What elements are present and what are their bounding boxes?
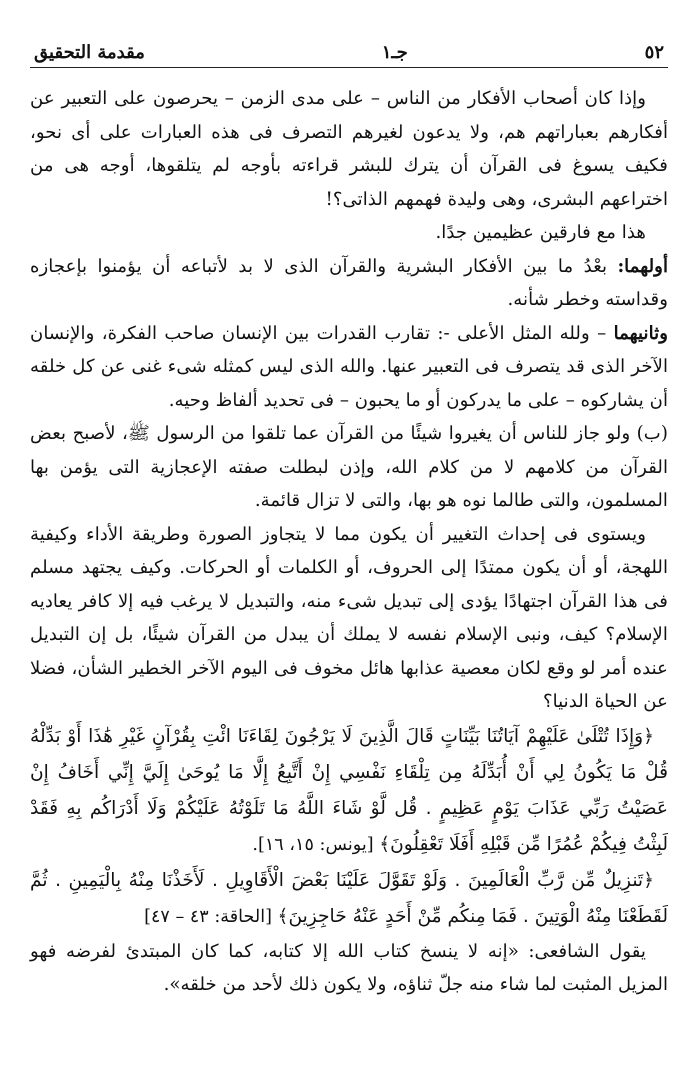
page-body [30,82,668,1002]
quran-verse: ﴿وَإِذَا تُتْلَىٰ عَلَيْهِمْ آيَاتُنَا بَيِّنَاتٍ قَالَ الَّذِينَ لَا يَرْجُونَ لِقَاءَنَا ائْتِ بِقُرْآنٍ غَيْرِ هَٰذَا أَوْ بَدِّلْهُ قُلْ مَا يَكُونُ لِي أَنْ أُبَدِّلَهُ مِن تِلْقَاءِ نَفْسِي إِنْ أَتَّبِعُ إِلَّا مَا يُوحَىٰ إِلَيَّ إِنِّي أَخَافُ إِنْ عَصَيْتُ رَبِّي عَذَابَ يَوْمٍ عَظِيمٍ . قُل لَّوْ شَاءَ اللَّهُ مَا تَلَوْتُهُ عَلَيْكُمْ وَلَا أَدْرَاكُم بِهِ فَقَدْ لَبِثْتُ فِيكُمْ عُمُرًا مِّن قَبْلِهِ أَفَلَا تَعْقِلُونَ﴾ [30,725,668,855]
section-title: مقدمة التحقيق [34,42,145,63]
quran-quote [30,719,668,863]
paragraph: هذا مع فارقين عظيمين جدًا. [435,222,646,243]
quran-reference: [الحاقة: ٤٣ – ٤٧] [144,906,278,927]
paragraph-label: أولهما: [617,255,668,277]
volume-label: جـ١ [381,42,408,63]
quran-quote [30,863,668,935]
paragraph: وإذا كان أصحاب الأفكار من الناس – على مدى الزمن – يحرصون على التعبير عن أفكارهم بعباراتهم هم، ولا يدعون لغيرهم التصرف فى هذه العبارات على أى نحو، فكيف يسوغ فى القرآن أن يترك للبشر قراءته بأوجه لم يتلقوها، أوجه هى من اختراعهم البشرى، وهى وليدة فهمهم الذاتى؟! [30,88,668,210]
paragraph: (ب) ولو جاز للناس أن يغيروا شيئًا من القرآن عما تلقوا من الرسول ﷺ، لأصبح بعض القرآن من كلامهم لا من كلام الله، وإذن لبطلت صفته الإعجازية التى يؤمن بها المسلمون، والتى طالما نوه هو بها، والتى لا تزال قائمة. [30,423,668,511]
paragraph: يقول الشافعى: «إنه لا ينسخ كتاب الله إلا كتابه، كما كان المبتدئ لفرضه فهو المزيل المثبت لما شاء منه جلّ ثناؤه، ولا يكون ذلك لأحد من خلقه». [30,940,668,995]
paragraph: ويستوى فى إحداث التغيير أن يكون مما لا يتجاوز الصورة وطريقة الأداء وكيفية اللهجة، أو أن يكون ممتدًا إلى الحروف، أو الكلمات أو الحركات. وكيف يجتهد مسلم فى هذا القرآن اجتهادًا يؤدى إلى تبديل شىء منه، والتبديل لا يرغب فيه إلا كافر يعاديه الإسلام؟ كيف، ونبى الإسلام نفسه لا يملك أن يبدل من القرآن شيئًا، بل إن التبديل عنده أمر لو وقع لكان معصية عذابها هائل مخوف فى اليوم الآخر الخطير الشأن، فضلا عن الحياة الدنيا؟ [30,523,668,712]
quran-reference: [يونس: ١٥، ١٦]. [252,834,380,855]
page-header [30,36,668,68]
paragraph-label: وثانيهما [613,322,668,344]
paragraph-text: بعْدُ ما بين الأفكار البشرية والقرآن الذى لا بد لأتباعه أن يؤمنوا بإعجازه وقداسته وخطر شأنه. [30,255,668,310]
paragraph [30,317,668,418]
page-number: ٥٢ [644,42,664,63]
paragraph-text: – ولله المثل الأعلى -: تقارب القدرات بين الإنسان صاحب الفكرة، والإنسان الآخر الذى قد يتصرف فى التعبير عنها. والله الذى ليس كمثله شىء غنى عن كل خلقه أن يشاركوه – على ما يدركون أو ما يحبون – فى تحديد ألفاظ وحيه. [30,322,668,411]
book-page [30,36,668,1066]
paragraph [30,250,668,317]
quran-verse: ﴿تَنزِيلٌ مِّن رَّبِّ الْعَالَمِينَ . وَلَوْ تَقَوَّلَ عَلَيْنَا بَعْضَ الْأَقَاوِيلِ . لَأَخَذْنَا مِنْهُ بِالْيَمِينِ . ثُمَّ لَقَطَعْنَا مِنْهُ الْوَتِينَ . فَمَا مِنكُم مِّنْ أَحَدٍ عَنْهُ حَاجِزِينَ﴾ [30,869,668,927]
